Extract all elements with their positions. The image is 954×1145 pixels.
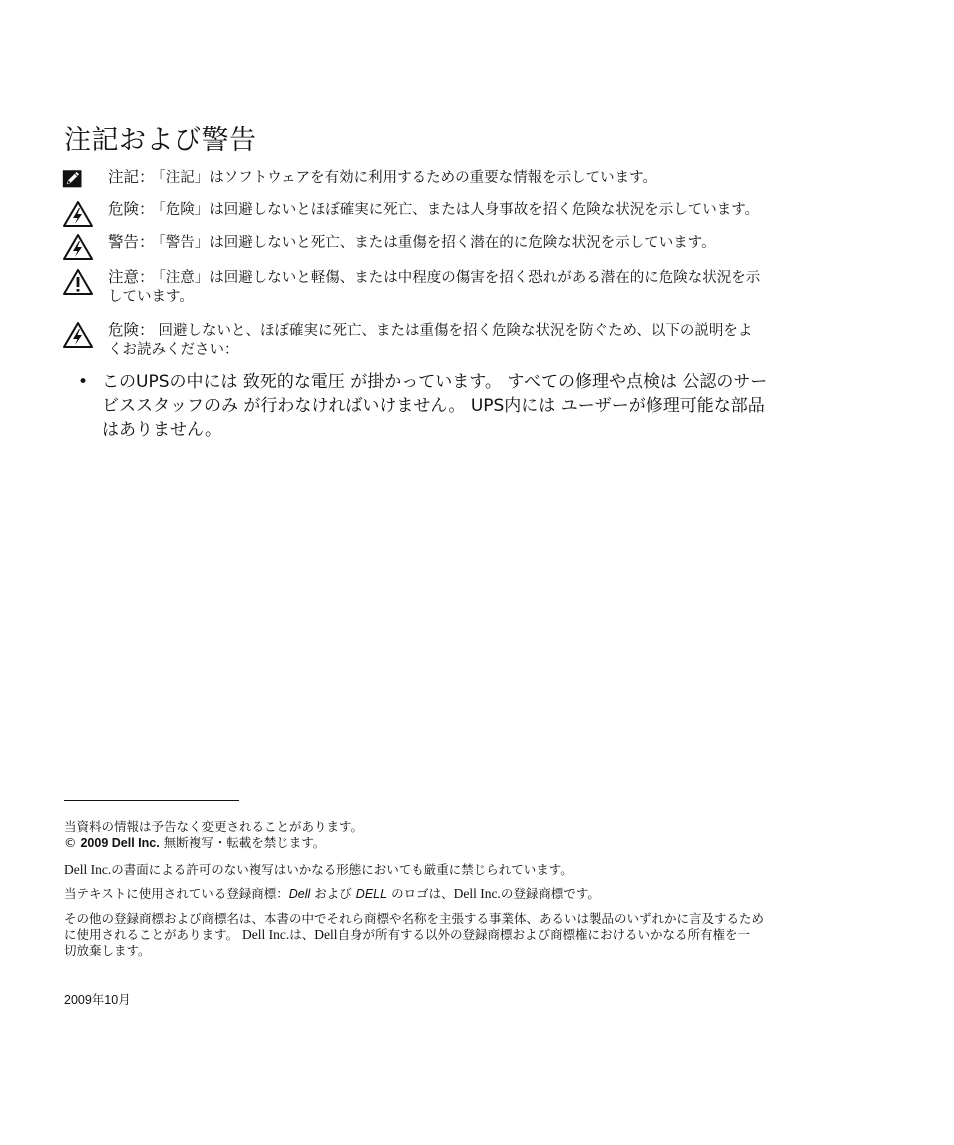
- footer-trademark-notice: [64, 886, 864, 902]
- trademark-prefix: 当テキストに使用されている登録商標：: [64, 886, 289, 901]
- note-text: 「注記」はソフトウェアを有効に利用するための重要な情報を示しています。: [158, 170, 658, 186]
- other-trademarks-line2a: に使用されることがあります。: [64, 927, 239, 942]
- caution-triangle-icon: [62, 268, 94, 296]
- other-trademarks-line2c: 自身が所有する以外の登録商標および商標権におけるいかなる所有権を一: [337, 927, 751, 942]
- caution-label: 注意：: [108, 268, 155, 286]
- danger-instructions-text-line2: くお読みください：: [108, 342, 239, 358]
- pencil-note-icon: [62, 168, 88, 192]
- other-trademarks-line2: [64, 927, 864, 943]
- footer-notice-block: [64, 819, 864, 851]
- danger-label: 危険：: [108, 200, 155, 218]
- other-trademarks-line3: 切放棄します。: [64, 943, 151, 958]
- caution-notice: [62, 268, 862, 307]
- page-title: 注記および警告: [64, 125, 257, 156]
- footer-copyright: [64, 835, 864, 851]
- reproduction-company: Dell Inc.: [64, 862, 112, 877]
- copyright-icon: ©: [64, 835, 77, 850]
- trademark-suffix: の登録商標です。: [500, 886, 600, 901]
- footer-other-trademarks: [64, 911, 864, 959]
- trademark-mid: および: [314, 886, 352, 901]
- other-trademarks-company2: Dell: [314, 927, 338, 942]
- danger-instructions-text-line1: 回避しないと、ほぼ確実に死亡、または重傷を招く危険な状況を防ぐため、以下の説明をよ: [158, 323, 753, 339]
- note-label: 注記：: [108, 168, 155, 186]
- trademark-mid2: のロゴは、: [391, 886, 454, 901]
- caution-text-line1: 「注意」は回避しないと軽傷、または中程度の傷害を招く恐れがある潜在的に危険な状況を示: [158, 270, 761, 286]
- copyright-holder: 2009 Dell Inc.: [80, 836, 160, 850]
- trademark-dell: Dell: [288, 887, 311, 901]
- footer-reproduction-notice: [64, 862, 864, 878]
- footer-change-notice: 当資料の情報は予告なく変更されることがあります。: [64, 819, 364, 834]
- publication-date: 2009年10月: [64, 993, 131, 1007]
- electric-hazard-icon: [62, 233, 94, 261]
- warning-label: 警告：: [108, 233, 155, 251]
- electric-hazard-icon: [62, 200, 94, 228]
- other-trademarks-line2b: は、: [289, 927, 315, 942]
- other-trademarks-line1: その他の登録商標および商標名は、本書の中でそれら商標や名称を主張する事業体、あるいは製品のいずれかに言及するため: [64, 911, 765, 926]
- bullet-line-3: はありません。: [102, 420, 223, 440]
- warning-notice: [62, 233, 862, 253]
- footer-divider: [64, 800, 239, 801]
- trademark-dell-logo: DELL: [355, 887, 388, 901]
- bullet-line-1: このUPSの中には 致死的な電圧 が掛かっています。 すべての修理や点検は 公認のサー: [102, 372, 768, 392]
- list-item: [78, 370, 798, 442]
- bullet-line-2: ビススタッフのみ が行わなければいけません。 UPS内には ユーザーが修理可能な部品: [102, 396, 765, 416]
- bullet-icon: •: [78, 372, 89, 392]
- electric-hazard-icon: [62, 321, 94, 349]
- copyright-text: 無断複写・転載を禁じます。: [163, 835, 326, 850]
- reproduction-text: の書面による許可のない複写はいかなる形態においても厳重に禁じられています。: [111, 862, 573, 877]
- caution-text-line2: しています。: [108, 289, 194, 305]
- warning-text: 「警告」は回避しないと死亡、または重傷を招く潜在的に危険な状況を示しています。: [158, 235, 716, 251]
- danger-notice: [62, 200, 862, 220]
- trademark-company: Dell Inc.: [453, 886, 501, 901]
- other-trademarks-company: Dell Inc.: [242, 927, 290, 942]
- danger-instructions-label: 危険：: [108, 321, 155, 339]
- danger-text: 「危険」は回避しないとほぼ確実に死亡、または人身事故を招く危険な状況を示しています。: [158, 202, 760, 218]
- safety-bullet-list: [78, 370, 798, 442]
- danger-instructions-notice: [62, 321, 862, 360]
- note-notice: [62, 168, 862, 188]
